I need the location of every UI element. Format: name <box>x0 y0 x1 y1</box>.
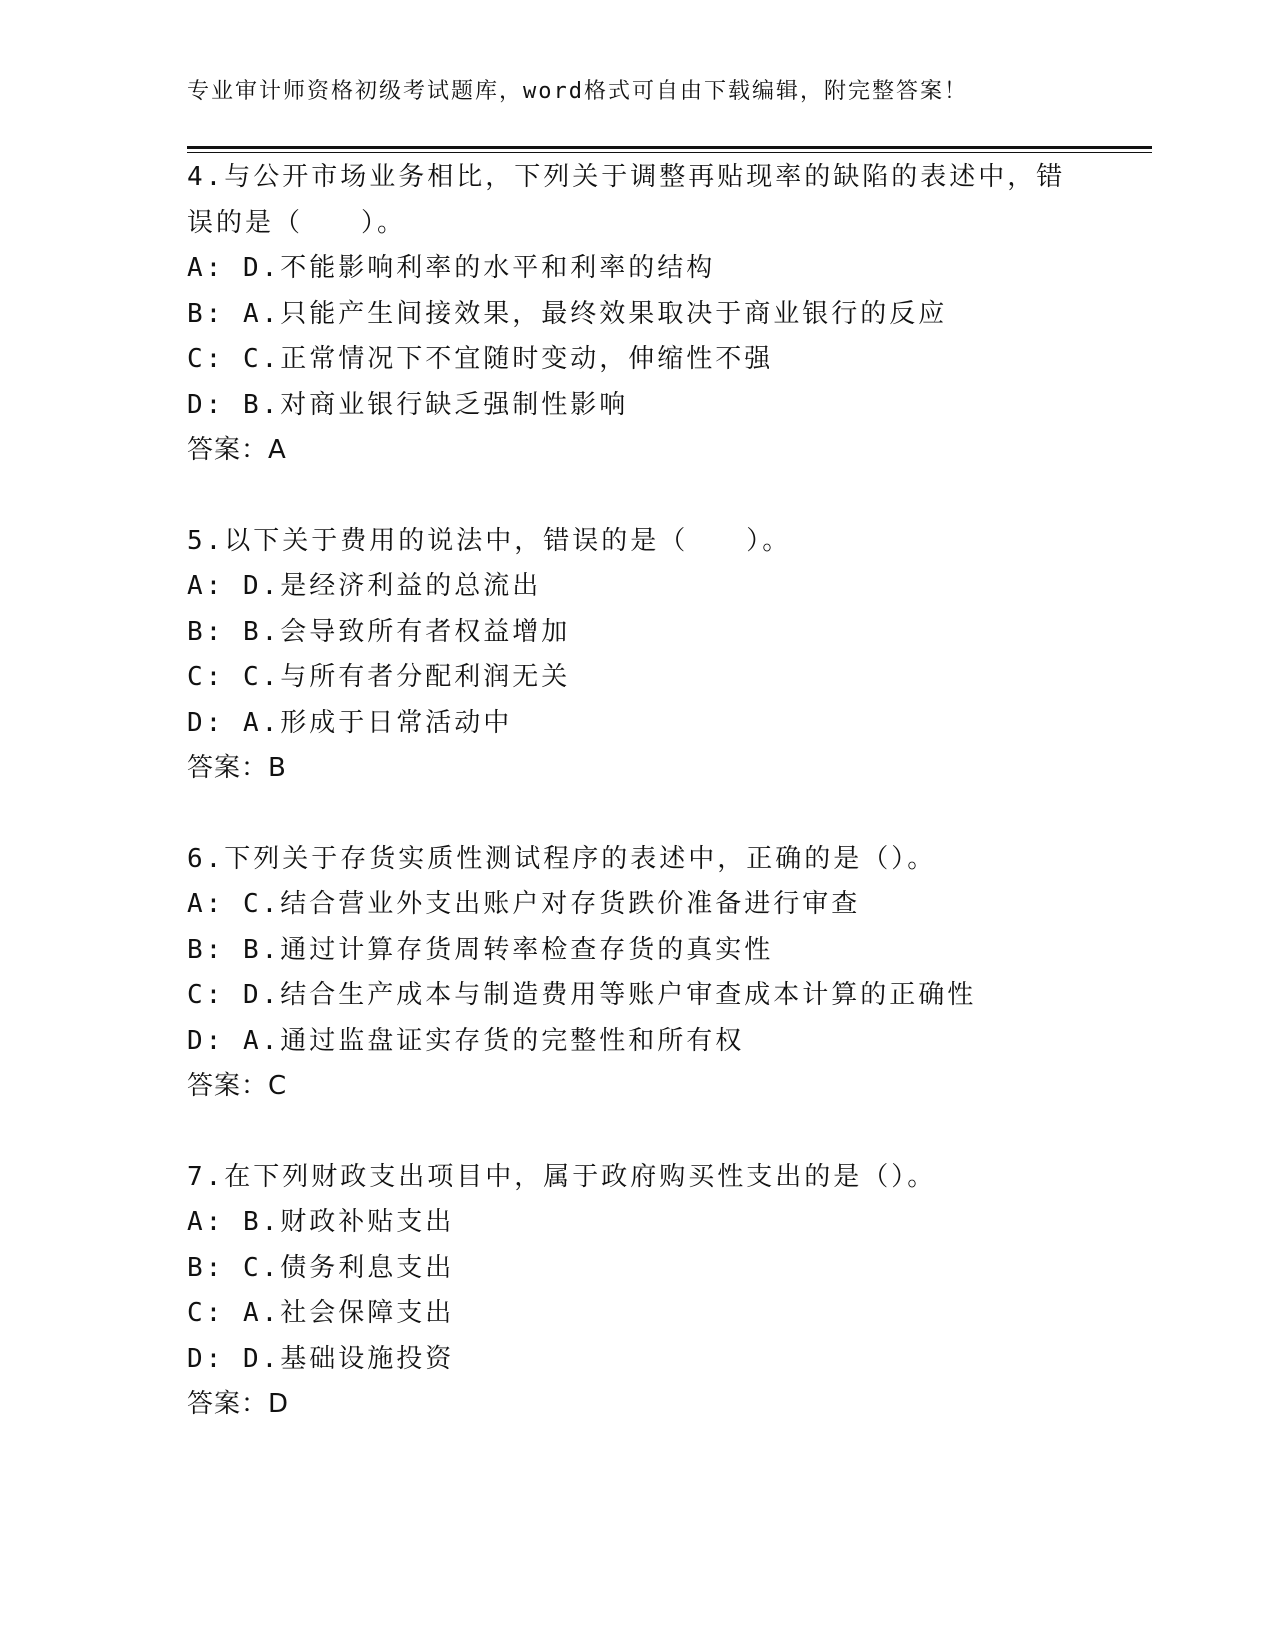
question-6 <box>187 837 1067 1110</box>
option-a: A: D.不能影响利率的水平和利率的结构 <box>187 253 716 283</box>
option-c: C: C.与所有者分配利润无关 <box>187 662 571 692</box>
option-d: D: A.通过监盘证实存货的完整性和所有权 <box>187 1025 745 1056</box>
question-stem: 6.下列关于存货实质性测试程序的表述中，正确的是（）。 <box>187 843 937 874</box>
answer: 答案：A <box>187 435 287 465</box>
option-b: B: B.通过计算存货周转率检查存货的真实性 <box>187 934 774 965</box>
option-b: B: B.会导致所有者权益增加 <box>187 616 571 647</box>
header-divider-thin <box>187 152 1152 153</box>
question-stem: 7.在下列财政支出项目中，属于政府购买性支出的是（）。 <box>187 1161 937 1192</box>
option-a: A: B.财政补贴支出 <box>187 1207 455 1237</box>
option-c: C: C.正常情况下不宜随时变动，伸缩性不强 <box>187 344 774 374</box>
option-b: B: C.债务利息支出 <box>187 1252 455 1283</box>
answer: 答案：D <box>187 1389 290 1419</box>
option-d: D: A.形成于日常活动中 <box>187 707 513 738</box>
option-b: B: A.只能产生间接效果，最终效果取决于商业银行的反应 <box>187 298 948 329</box>
option-a: A: C.结合营业外支出账户对存货跌价准备进行审查 <box>187 889 861 919</box>
option-d: D: D.基础设施投资 <box>187 1343 455 1374</box>
question-list <box>187 155 1067 1473</box>
answer: 答案：B <box>187 753 287 783</box>
answer: 答案：C <box>187 1071 288 1101</box>
page-header: 专业审计师资格初级考试题库，word格式可自由下载编辑，附完整答案！ <box>187 79 968 104</box>
header-divider-thick <box>187 146 1152 149</box>
question-stem: 4.与公开市场业务相比，下列关于调整再贴现率的缺陷的表述中，错误的是（ ）。 <box>187 162 1066 238</box>
question-4 <box>187 155 1067 474</box>
question-stem: 5.以下关于费用的说法中，错误的是（ ）。 <box>187 525 792 556</box>
option-c: C: D.结合生产成本与制造费用等账户审查成本计算的正确性 <box>187 980 977 1010</box>
option-c: C: A.社会保障支出 <box>187 1298 455 1328</box>
question-7 <box>187 1155 1067 1428</box>
option-d: D: B.对商业银行缺乏强制性影响 <box>187 389 629 420</box>
option-a: A: D.是经济利益的总流出 <box>187 571 542 601</box>
question-5 <box>187 519 1067 792</box>
